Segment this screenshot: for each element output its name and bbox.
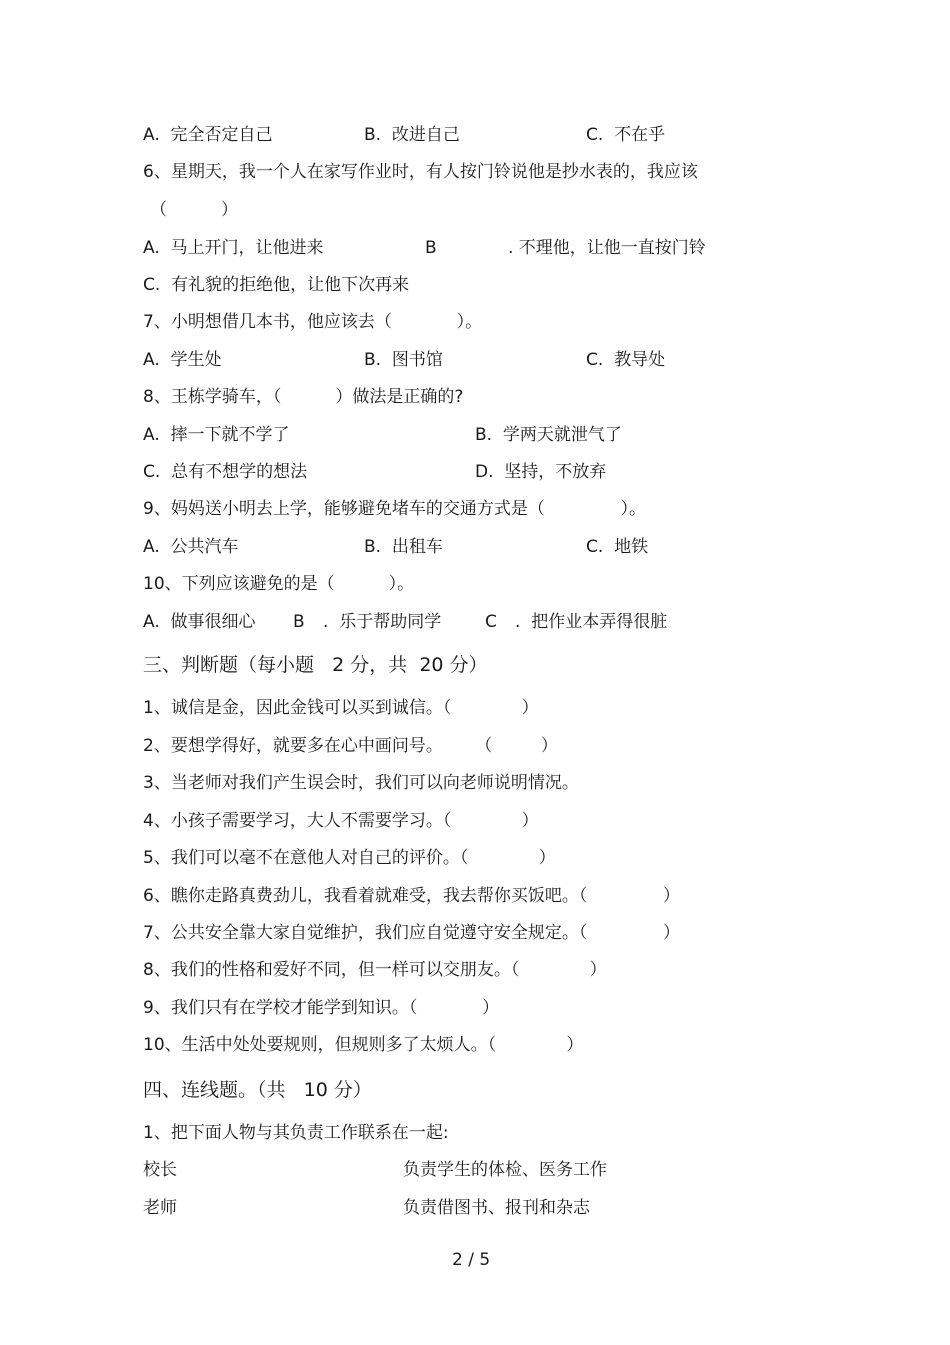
section3-item-3: 3、当老师对我们产生误会时，我们可以向老师说明情况。 bbox=[143, 773, 579, 793]
section3-item-1: 1、诚信是金，因此金钱可以买到诚信。（ ） bbox=[143, 698, 539, 718]
q6-option-a: A. 马上开门，让他进来 bbox=[143, 238, 324, 258]
q6-option-b-letter: B bbox=[425, 238, 437, 258]
q9-stem: 9、妈妈送小明去上学，能够避免堵车的交通方式是（ ）。 bbox=[143, 499, 646, 519]
q10-option-b-text: . 乐于帮助同学 bbox=[323, 612, 442, 632]
q10-stem: 10、下列应该避免的是（ ）。 bbox=[143, 574, 415, 594]
page-number: 2 / 5 bbox=[452, 1250, 491, 1270]
section3-item-9: 9、我们只有在学校才能学到知识。（ ） bbox=[143, 998, 500, 1018]
match-right-1: 负责学生的体检、医务工作 bbox=[403, 1160, 607, 1180]
section3-item-7: 7、公共安全靠大家自觉维护，我们应自觉遵守安全规定。（ ） bbox=[143, 923, 680, 943]
section4-q1-stem: 1、把下面人物与其负责工作联系在一起: bbox=[143, 1123, 449, 1143]
section3-item-8: 8、我们的性格和爱好不同，但一样可以交朋友。（ ） bbox=[143, 960, 607, 980]
section3-item-4: 4、小孩子需要学习，大人不需要学习。（ ） bbox=[143, 811, 539, 831]
q10-option-c-text: . 把作业本弄得很脏 bbox=[515, 612, 668, 632]
match-right-2: 负责借图书、报刊和杂志 bbox=[403, 1198, 590, 1218]
q10-option-b-letter: B bbox=[293, 612, 305, 632]
q8-option-a: A. 摔一下就不学了 bbox=[143, 425, 290, 445]
section4-title: 四、连线题。（共 10 分） bbox=[143, 1079, 372, 1101]
q5-option-a: A. 完全否定自己 bbox=[143, 125, 273, 145]
q9-option-a: A. 公共汽车 bbox=[143, 537, 239, 557]
q5-option-b: B. 改进自己 bbox=[364, 125, 460, 145]
match-left-1: 校长 bbox=[143, 1160, 177, 1180]
section3-item-6: 6、瞧你走路真费劲儿，我看着就难受，我去帮你买饭吧。（ ） bbox=[143, 886, 680, 906]
q7-option-c: C. 教导处 bbox=[586, 350, 666, 370]
q8-option-c: C. 总有不想学的想法 bbox=[143, 462, 308, 482]
q7-stem: 7、小明想借几本书，他应该去（ ）。 bbox=[143, 312, 483, 332]
q7-option-b: B. 图书馆 bbox=[364, 350, 443, 370]
q8-option-b: B. 学两天就泄气了 bbox=[475, 425, 622, 445]
match-left-2: 老师 bbox=[143, 1198, 177, 1218]
section3-item-5: 5、我们可以毫不在意他人对自己的评价。（ ） bbox=[143, 848, 556, 868]
q7-option-a: A. 学生处 bbox=[143, 350, 222, 370]
q10-option-c-letter: C bbox=[485, 612, 497, 632]
q10-option-a: A. 做事很细心 bbox=[143, 612, 256, 632]
q6-option-b-text: . 不理他，让他一直按门铃 bbox=[508, 238, 706, 258]
q8-stem: 8、王栋学骑车，（ ）做法是正确的? bbox=[143, 387, 464, 407]
section3-title: 三、判断题（每小题 2 分，共 20 分） bbox=[143, 654, 488, 676]
q9-option-c: C. 地铁 bbox=[586, 537, 649, 557]
q6-stem: 6、星期天，我一个人在家写作业时，有人按门铃说他是抄水表的，我应该 bbox=[143, 162, 698, 182]
q8-option-d: D. 坚持，不放弃 bbox=[475, 462, 607, 482]
section3-item-10: 10、生活中处处要规则，但规则多了太烦人。（ ） bbox=[143, 1035, 584, 1055]
q6-blank: （ ） bbox=[150, 200, 239, 220]
q9-option-b: B. 出租车 bbox=[364, 537, 443, 557]
q5-option-c: C. 不在乎 bbox=[586, 125, 666, 145]
section3-item-2: 2、要想学得好，就要多在心中画问号。 （ ） bbox=[143, 736, 558, 756]
q6-option-c: C. 有礼貌的拒绝他，让他下次再来 bbox=[143, 275, 410, 295]
